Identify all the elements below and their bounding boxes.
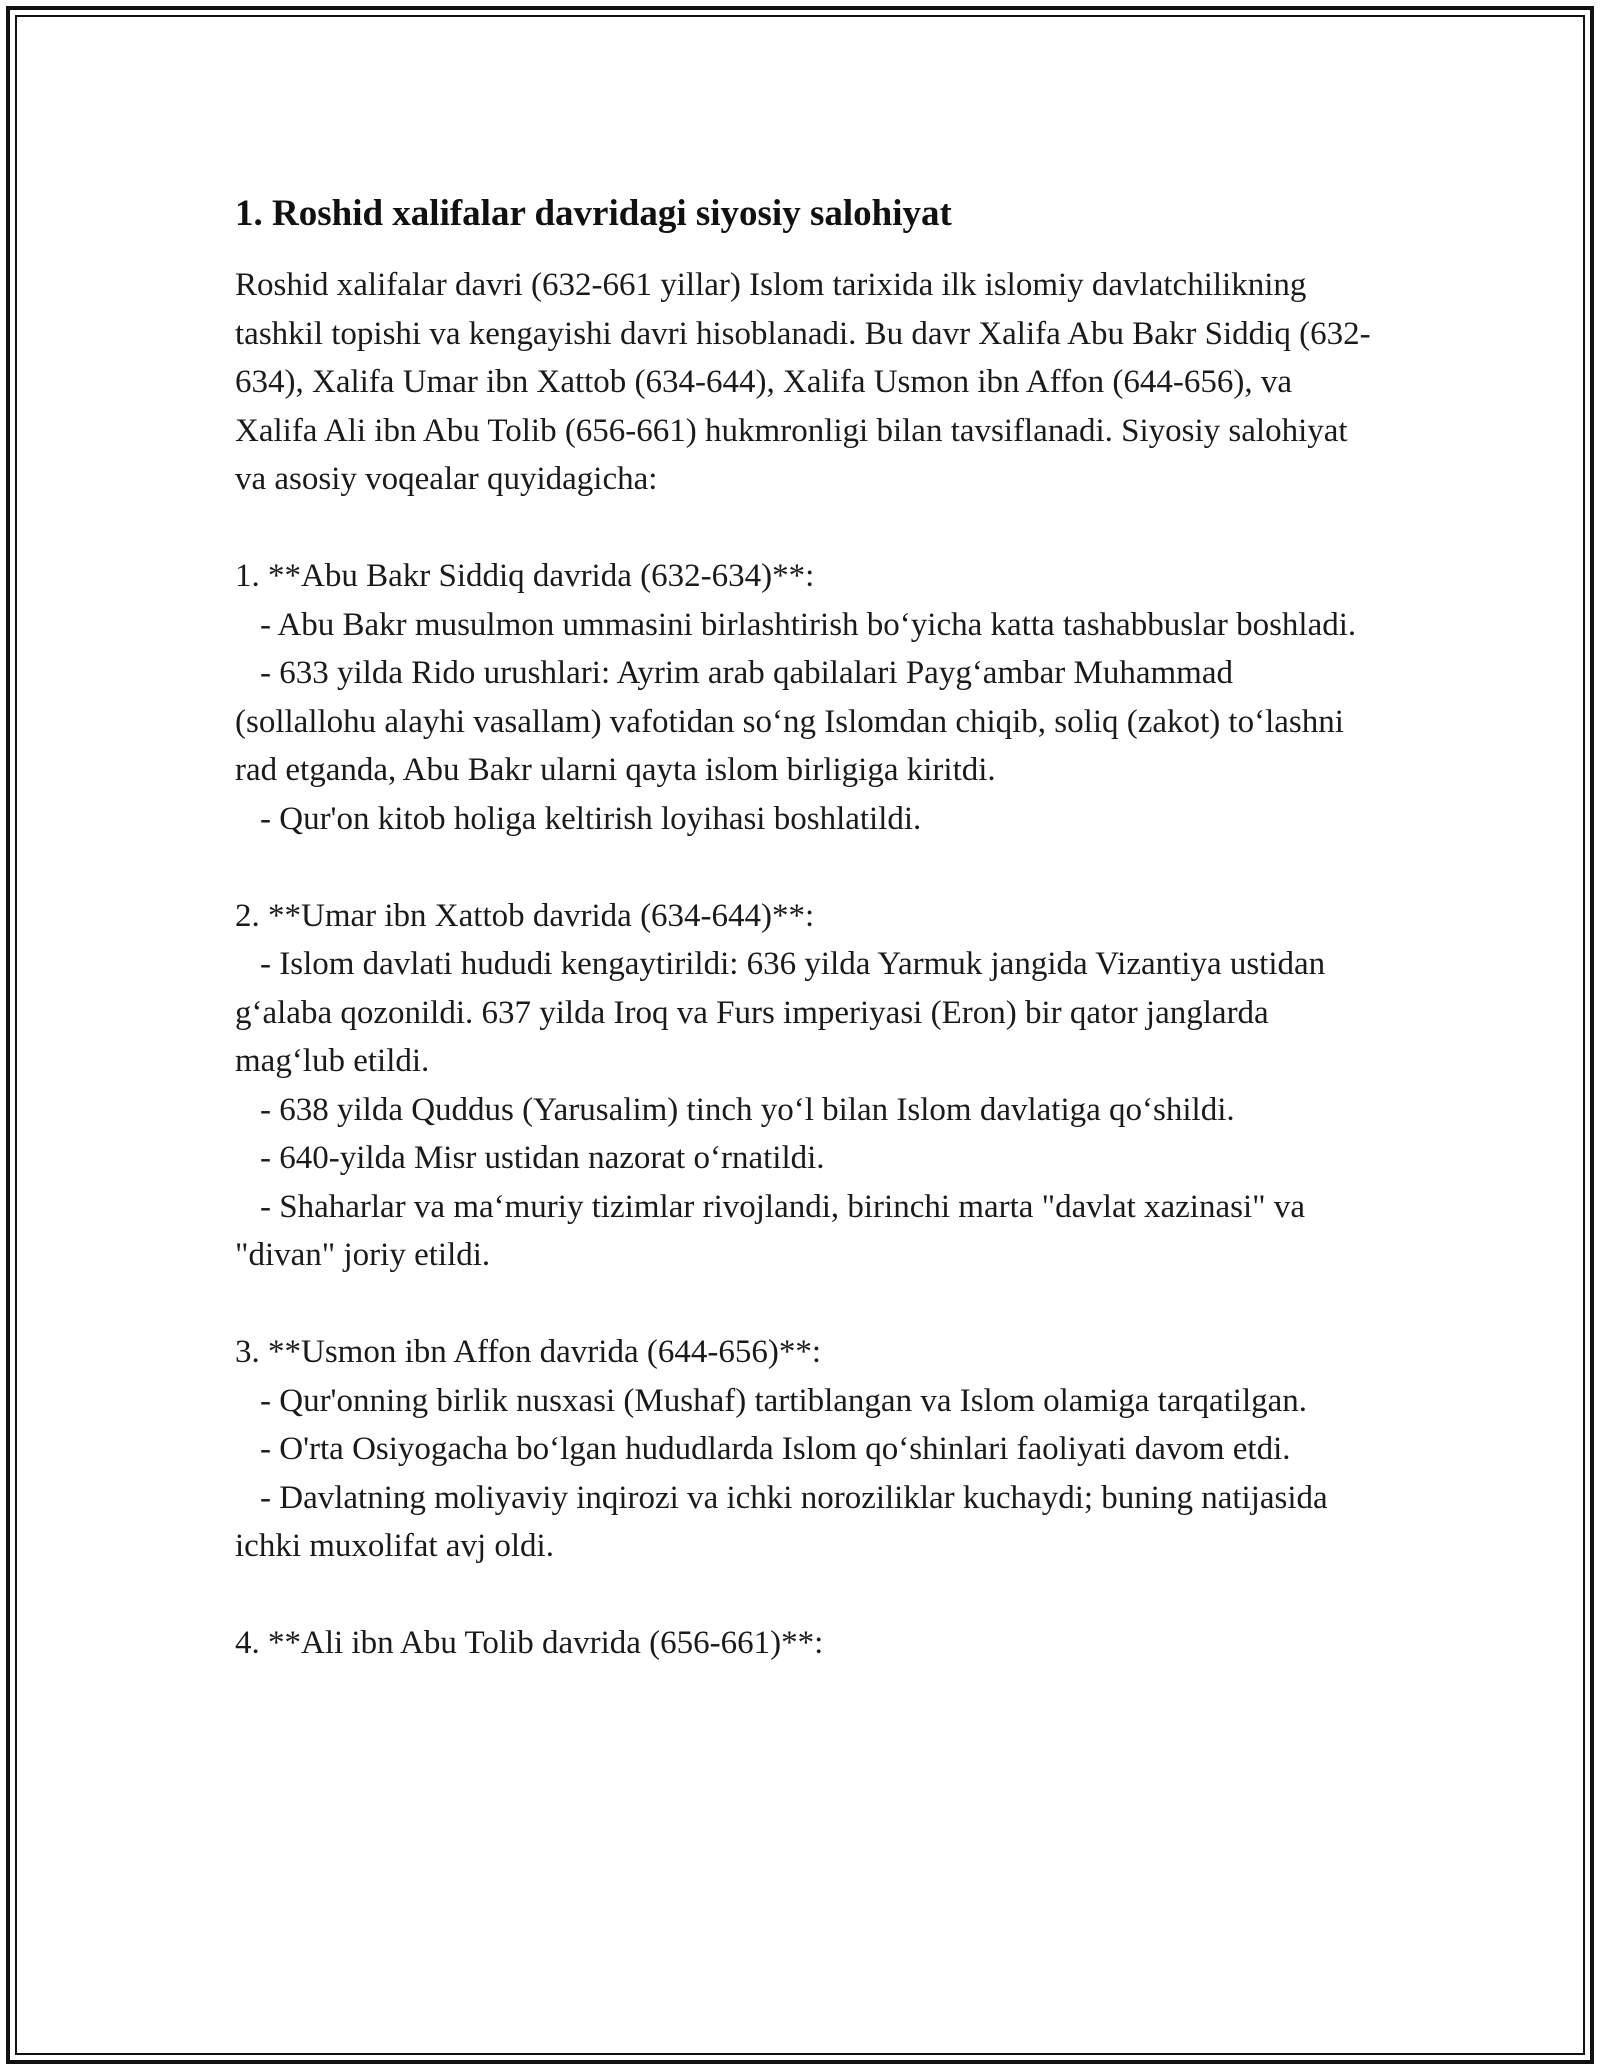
list-item: - Islom davlati hududi kengaytirildi: 636 yilda Yarmuk jangida Vizantiya ustidan g‘alaba qozonildi. 637 yilda Iroq va Furs imperiyasi (Eron) bir qator janglarda mag‘lub etildi. [235,946,1326,1079]
list-item: - O'rta Osiyogacha bo‘lgan hududlarda Islom qo‘shinlari faoliyati davom etdi. [260,1431,1291,1467]
blank-line [235,1571,1375,1620]
list-item: - 640-yilda Misr ustidan nazorat o‘rnatildi. [260,1140,825,1176]
section-heading: 1. Roshid xalifalar davridagi siyosiy salohiyat [235,193,952,234]
section-usmon [235,1328,1375,1571]
blank-line [235,1280,1375,1329]
document-body [235,186,1375,1668]
section-umar [235,892,1375,1280]
intro-paragraph: Roshid xalifalar davri (632-661 yillar) Islom tarixida ilk islomiy davlatchilikning tashkil topishi va kengayishi davri hisoblanadi. Bu davr Xalifa Abu Bakr Siddiq (632-634), Xalifa Umar ibn Xattob (634-644), Xalifa Usmon ibn Affon (644-656), va Xalifa Ali ibn Abu Tolib (656-661) hukmronligi bilan tavsiflanadi. Siyosiy salohiyat va asosiy voqealar quyidagicha: [235,267,1371,497]
section-title: 4. **Ali ibn Abu Tolib davrida (656-661)**: [235,1625,824,1661]
list-item: - Qur'onning birlik nusxasi (Mushaf) tartiblangan va Islom olamiga tarqatilgan. [260,1382,1308,1419]
section-title: 3. **Usmon ibn Affon davrida (644-656)**: [235,1334,821,1370]
list-item: - Shaharlar va ma‘muriy tizimlar rivojlandi, birinchi marta "davlat xazinasi" va "divan" joriy etildi. [235,1188,1305,1273]
section-abu-bakr [235,552,1375,843]
blank-line [235,504,1375,553]
list-item: - 633 yilda Rido urushlari: Ayrim arab qabilalari Payg‘ambar Muhammad (sollallohu alayhi vasallam) vafotidan so‘ng Islomdan chiqib, soliq (zakot) to‘lashni rad etganda, Abu Bakr ularni qayta islom birligiga kiritdi. [235,655,1344,788]
blank-line [235,843,1375,892]
section-title: 1. **Abu Bakr Siddiq davrida (632-634)**: [235,558,815,594]
list-item: - Davlatning moliyaviy inqirozi va ichki noroziliklar kuchaydi; buning natijasida ichki muxolifat avj oldi. [235,1479,1328,1564]
section-title: 2. **Umar ibn Xattob davrida (634-644)**: [235,897,815,934]
section-ali [235,1619,1375,1668]
list-item: - Qur'on kitob holiga keltirish loyihasi boshlatildi. [260,800,922,837]
list-item: - 638 yilda Quddus (Yarusalim) tinch yo‘l bilan Islom davlatiga qo‘shildi. [260,1091,1235,1128]
list-item: - Abu Bakr musulmon ummasini birlashtirish bo‘yicha katta tashabbuslar boshladi. [260,606,1357,643]
